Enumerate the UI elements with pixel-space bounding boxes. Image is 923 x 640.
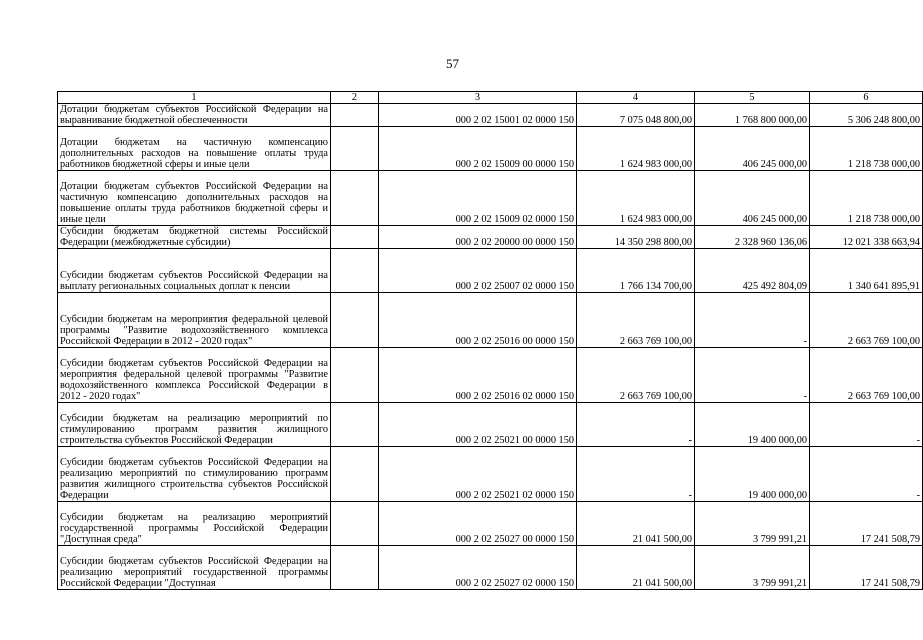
row-value5-cell: 2 328 960 136,06 bbox=[695, 226, 810, 249]
row-value4-cell: 2 663 769 100,00 bbox=[577, 348, 695, 403]
row-value4-cell: - bbox=[577, 403, 695, 447]
table-row bbox=[58, 403, 923, 447]
row-value5-cell: 19 400 000,00 bbox=[695, 447, 810, 502]
column-header-4: 4 bbox=[577, 92, 695, 104]
row-value6-cell: 1 340 641 895,91 bbox=[810, 249, 923, 293]
row-value6-cell: 1 218 738 000,00 bbox=[810, 127, 923, 171]
row-value4-cell: 14 350 298 800,00 bbox=[577, 226, 695, 249]
row-column2-cell bbox=[331, 447, 379, 502]
row-column2-cell bbox=[331, 171, 379, 226]
column-header-3: 3 bbox=[379, 92, 577, 104]
row-value6-cell: 12 021 338 663,94 bbox=[810, 226, 923, 249]
row-code-cell: 000 2 02 25021 00 0000 150 bbox=[379, 403, 577, 447]
row-code-cell: 000 2 02 20000 00 0000 150 bbox=[379, 226, 577, 249]
row-name-cell: Субсидии бюджетам на мероприятия федеральной целевой программы "Развитие водохозяйственного комплекса Российской Федерации в 2012 - 2020 годах" bbox=[58, 293, 331, 348]
budget-table bbox=[57, 91, 923, 590]
table-body bbox=[58, 104, 923, 590]
column-header-1: 1 bbox=[58, 92, 331, 104]
row-value6-cell: 2 663 769 100,00 bbox=[810, 348, 923, 403]
row-value6-cell: - bbox=[810, 447, 923, 502]
row-column2-cell bbox=[331, 249, 379, 293]
table-row bbox=[58, 226, 923, 249]
row-name-cell: Субсидии бюджетам субъектов Российской Федерации на выплату региональных социальных доплат к пенсии bbox=[58, 249, 331, 293]
row-value5-cell: 425 492 804,09 bbox=[695, 249, 810, 293]
row-code-cell: 000 2 02 25007 02 0000 150 bbox=[379, 249, 577, 293]
row-code-cell: 000 2 02 15001 02 0000 150 bbox=[379, 104, 577, 127]
table-row bbox=[58, 127, 923, 171]
row-value6-cell: 2 663 769 100,00 bbox=[810, 293, 923, 348]
table-header-row bbox=[58, 92, 923, 104]
row-value5-cell: 19 400 000,00 bbox=[695, 403, 810, 447]
row-code-cell: 000 2 02 25027 02 0000 150 bbox=[379, 546, 577, 590]
column-header-5: 5 bbox=[695, 92, 810, 104]
row-name-cell: Субсидии бюджетам субъектов Российской Федерации на реализацию мероприятий по стимулированию программ развития жилищного строительства субъектов Российской Федерации bbox=[58, 447, 331, 502]
row-name-cell: Дотации бюджетам субъектов Российской Федерации на частичную компенсацию дополнительных расходов на повышение оплаты труда работников бюджетной сферы и иные цели bbox=[58, 171, 331, 226]
table-row bbox=[58, 447, 923, 502]
table-row bbox=[58, 546, 923, 590]
row-value4-cell: 1 766 134 700,00 bbox=[577, 249, 695, 293]
row-value4-cell: 1 624 983 000,00 bbox=[577, 127, 695, 171]
row-value5-cell: - bbox=[695, 348, 810, 403]
row-name-cell: Субсидии бюджетам бюджетной системы Российской Федерации (межбюджетные субсидии) bbox=[58, 226, 331, 249]
row-name-cell: Субсидии бюджетам субъектов Российской Федерации на реализацию мероприятий государственной программы Российской Федерации "Доступная bbox=[58, 546, 331, 590]
row-column2-cell bbox=[331, 348, 379, 403]
table-row bbox=[58, 348, 923, 403]
row-code-cell: 000 2 02 25021 02 0000 150 bbox=[379, 447, 577, 502]
row-code-cell: 000 2 02 25016 02 0000 150 bbox=[379, 348, 577, 403]
row-value4-cell: 21 041 500,00 bbox=[577, 546, 695, 590]
row-value4-cell: 7 075 048 800,00 bbox=[577, 104, 695, 127]
row-name-cell: Субсидии бюджетам на реализацию мероприятий государственной программы Российской Федерации "Доступная среда" bbox=[58, 502, 331, 546]
row-value5-cell: 3 799 991,21 bbox=[695, 502, 810, 546]
row-name-cell: Дотации бюджетам на частичную компенсацию дополнительных расходов на повышение оплаты труда работников бюджетной сферы и иные цели bbox=[58, 127, 331, 171]
row-column2-cell bbox=[331, 403, 379, 447]
row-value6-cell: 5 306 248 800,00 bbox=[810, 104, 923, 127]
row-code-cell: 000 2 02 25027 00 0000 150 bbox=[379, 502, 577, 546]
row-value5-cell: - bbox=[695, 293, 810, 348]
column-header-2: 2 bbox=[331, 92, 379, 104]
row-value5-cell: 3 799 991,21 bbox=[695, 546, 810, 590]
row-value4-cell: 2 663 769 100,00 bbox=[577, 293, 695, 348]
row-value6-cell: 17 241 508,79 bbox=[810, 502, 923, 546]
table-row bbox=[58, 502, 923, 546]
row-code-cell: 000 2 02 25016 00 0000 150 bbox=[379, 293, 577, 348]
row-value6-cell: 17 241 508,79 bbox=[810, 546, 923, 590]
row-column2-cell bbox=[331, 226, 379, 249]
row-name-cell: Дотации бюджетам субъектов Российской Федерации на выравнивание бюджетной обеспеченности bbox=[58, 104, 331, 127]
row-column2-cell bbox=[331, 546, 379, 590]
row-value5-cell: 1 768 800 000,00 bbox=[695, 104, 810, 127]
row-column2-cell bbox=[331, 293, 379, 348]
table-row bbox=[58, 104, 923, 127]
table-row bbox=[58, 293, 923, 348]
row-name-cell: Субсидии бюджетам субъектов Российской Федерации на мероприятия федеральной целевой программы "Развитие водохозяйственного комплекса Российской Федерации в 2012 - 2020 годах" bbox=[58, 348, 331, 403]
row-name-cell: Субсидии бюджетам на реализацию мероприятий по стимулированию программ развития жилищного строительства субъектов Российской Федерации bbox=[58, 403, 331, 447]
row-value5-cell: 406 245 000,00 bbox=[695, 171, 810, 226]
table-row bbox=[58, 249, 923, 293]
column-header-6: 6 bbox=[810, 92, 923, 104]
row-column2-cell bbox=[331, 502, 379, 546]
row-value6-cell: - bbox=[810, 403, 923, 447]
row-value4-cell: 1 624 983 000,00 bbox=[577, 171, 695, 226]
table-row bbox=[58, 171, 923, 226]
row-column2-cell bbox=[331, 127, 379, 171]
row-value6-cell: 1 218 738 000,00 bbox=[810, 171, 923, 226]
row-code-cell: 000 2 02 15009 00 0000 150 bbox=[379, 127, 577, 171]
row-value4-cell: - bbox=[577, 447, 695, 502]
page-number: 57 bbox=[446, 56, 459, 71]
row-value4-cell: 21 041 500,00 bbox=[577, 502, 695, 546]
row-value5-cell: 406 245 000,00 bbox=[695, 127, 810, 171]
row-code-cell: 000 2 02 15009 02 0000 150 bbox=[379, 171, 577, 226]
row-column2-cell bbox=[331, 104, 379, 127]
